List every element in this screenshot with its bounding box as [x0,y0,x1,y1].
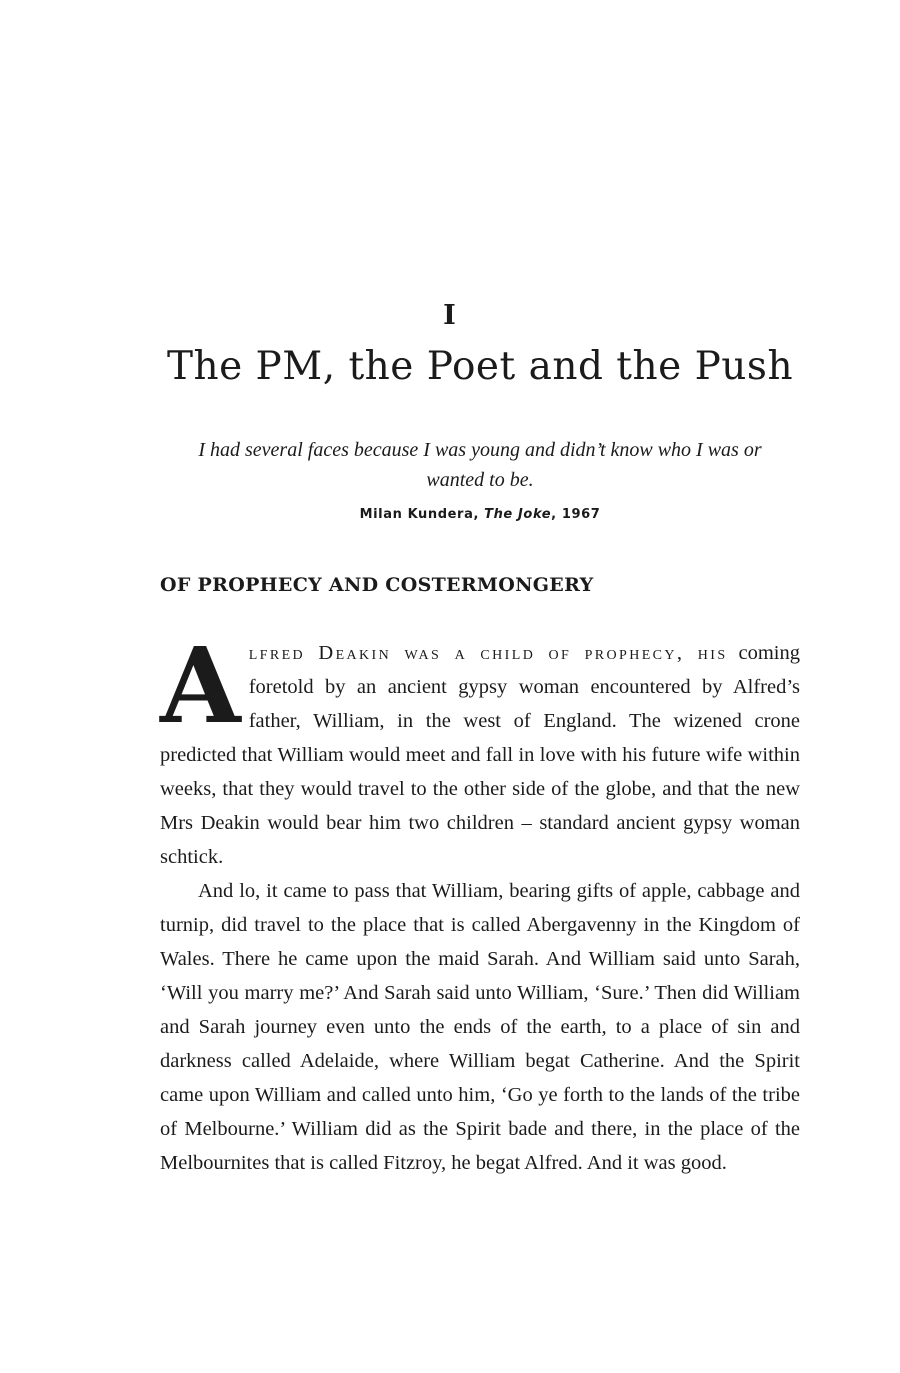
paragraph-lead-in: lfred Deakin was a child of prophecy, his [248,642,728,664]
chapter-number: I [443,300,457,331]
paragraph-1-text: coming foretold by an ancient gypsy woman encountered by Alfred’s father, William, in the west of England. The wizened crone predicted that William would meet and fall in love with his future wife within weeks, that they would travel to the other side of the globe, and that the new Mrs Deakin would bear him two children – standard ancient gypsy woman schtick. [160,642,800,868]
epigraph-quote: I had several faces because I was young and didn’t know who I was or wanted to be. [198,439,762,491]
chapter-title: The PM, the Poet and the Push [166,344,794,389]
paragraph-1 [160,624,800,874]
section-heading: OF PROPHECY AND COSTERMONGERY [160,574,594,596]
paragraph-2: And lo, it came to pass that William, bearing gifts of apple, cabbage and turnip, did travel to the place that is called Abergavenny in the Kingdom of Wales. There he came upon the maid Sarah. And William said unto Sarah, ‘Will you marry me?’ And Sarah said unto William, ‘Sure.’ Then did William and Sarah journey even unto the ends of the earth, to a place of sin and darkness called Adelaide, where William begat Catherine. And the Spirit came upon William and called unto him, ‘Go ye forth to the lands of the tribe of Melbourne.’ William did as the Spirit bade and there, in the place of the Melbournites that is called Fitzroy, he begat Alfred. And it was good. [160,880,800,1174]
epigraph-work: The Joke [484,507,552,522]
body-text [160,624,800,1180]
drop-cap: A [160,624,241,747]
epigraph-attribution [185,507,775,522]
epigraph-year: , 1967 [551,507,601,522]
epigraph-author: Milan Kundera, [359,507,485,522]
